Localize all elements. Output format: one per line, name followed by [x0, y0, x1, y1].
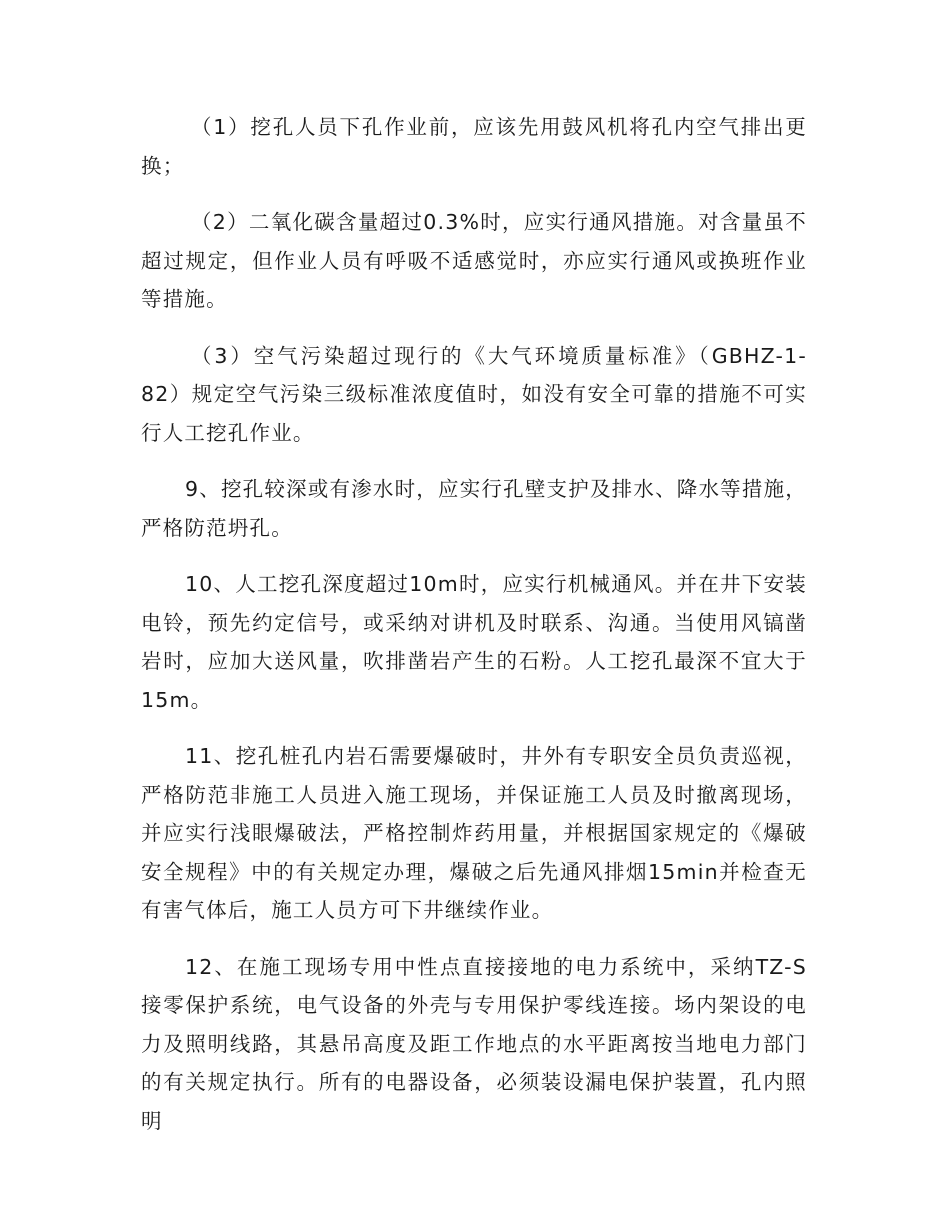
paragraph-item-12: 12、在施工现场专用中性点直接接地的电力系统中，采纳TZ-S接零保护系统，电气设备的外壳与专用保护零线连接。场内架设的电力及照明线路，其悬吊高度及距工作地点的水平距离按当地电力部门的有关规定执行。所有的电器设备，必须装设漏电保护装置，孔内照明 [141, 954, 807, 1133]
paragraph-item-10: 10、人工挖孔深度超过10m时，应实行机械通风。并在井下安装电铃，预先约定信号，或采纳对讲机及时联系、沟通。当使用风镐凿岩时，应加大送风量，吹排凿岩产生的石粉。人工挖孔最深不宜大于15m。 [141, 572, 807, 712]
paragraph-item-2: （2）二氧化碳含量超过0.3%时，应实行通风措施。对含量虽不超过规定，但作业人员有呼吸不适感觉时，亦应实行通风或换班作业等措施。 [141, 210, 807, 311]
paragraph-item-11: 11、挖孔桩孔内岩石需要爆破时，井外有专职安全员负责巡视，严格防范非施工人员进入施工现场，并保证施工人员及时撤离现场，并应实行浅眼爆破法，严格控制炸药用量，并根据国家规定的《爆破安全规程》中的有关规定办理，爆破之后先通风排烟15min并检查无有害气体后，施工人员方可下井继续作业。 [141, 744, 807, 922]
paragraph-item-3: （3）空气污染超过现行的《大气环境质量标准》（GBHZ-1-82）规定空气污染三级标准浓度值时，如没有安全可靠的措施不可实行人工挖孔作业。 [141, 343, 807, 445]
paragraph-item-9: 9、挖孔较深或有渗水时，应实行孔壁支护及排水、降水等措施，严格防范坍孔。 [141, 477, 807, 540]
paragraph-item-1: （1）挖孔人员下孔作业前，应该先用鼓风机将孔内空气排出更换； [141, 115, 807, 178]
document-body [141, 108, 807, 1158]
